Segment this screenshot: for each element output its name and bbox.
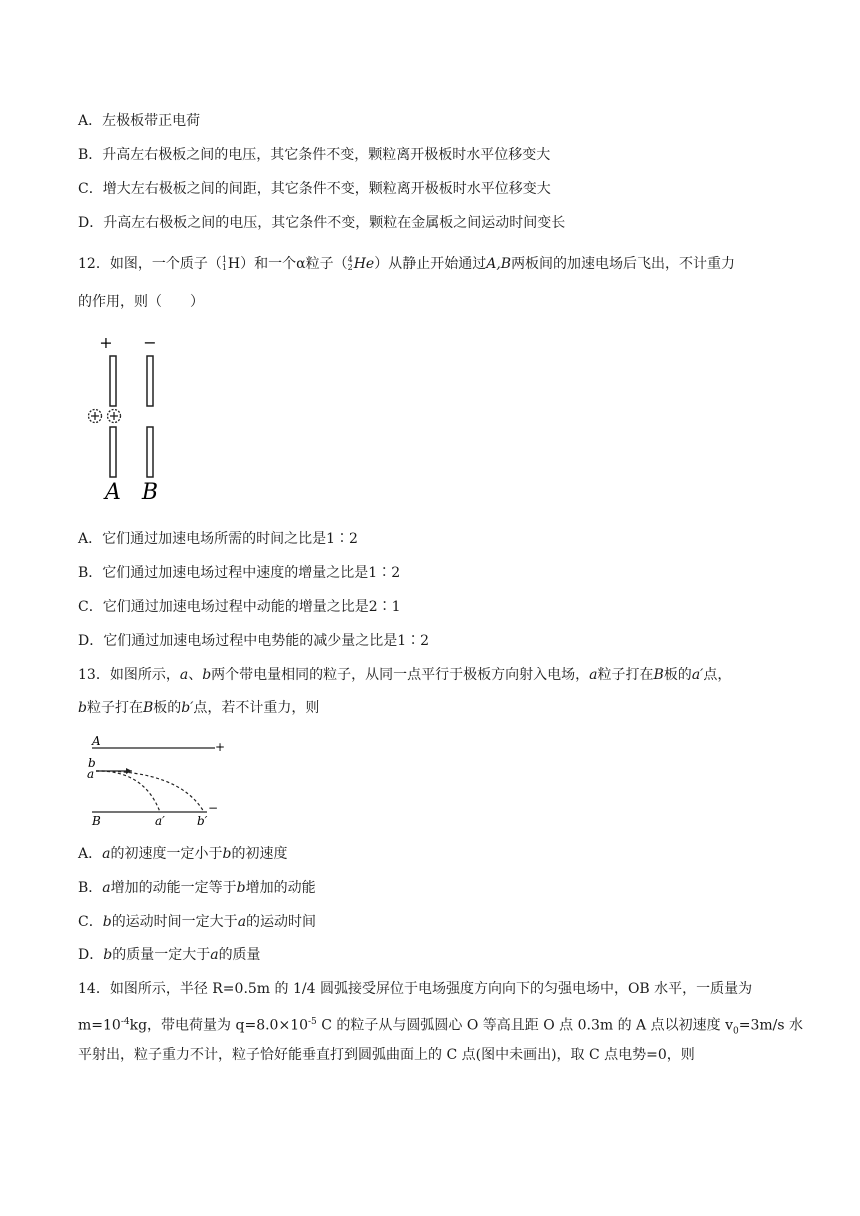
plate-a-plus-sign: + (215, 740, 226, 754)
proton-isotope: 1 1 (221, 255, 227, 272)
q13-option-d: D．b的质量一定大于a的质量 (78, 947, 261, 963)
q12-option-c: C．它们通过加速电场过程中动能的增量之比是2∶1 (78, 599, 401, 615)
plate-b-lower (147, 427, 153, 477)
plate-b-label: B (141, 480, 159, 505)
alpha-particle-icon (89, 410, 102, 423)
point-a-prime-label: a′ (155, 814, 165, 828)
plate-a-upper (110, 356, 116, 406)
q14-stem-line1: 14．如图所示，半径 R=0.5m 的 1/4 圆弧接受屏位于电场强度方向向下的匀强电场中，OB 水平，一质量为 (78, 981, 753, 997)
proton-particle-icon (108, 410, 121, 423)
q13-option-c: C．b的运动时间一定大于a的运动时间 (78, 914, 317, 930)
alpha-isotope: 4 2 (347, 255, 353, 272)
plate-b-label: B (92, 814, 101, 828)
q13-option-a: A．a的初速度一定小于b的初速度 (78, 846, 288, 862)
q11-option-b: B．升高左右极板之间的电压，其它条件不变，颗粒离开极板时水平位移变大 (78, 147, 551, 163)
q13-stem-line2: b粒子打在B板的b′点，若不计重力，则 (78, 700, 320, 716)
q12-stem-line2: 的作用，则（ ） (78, 294, 204, 310)
q13-stem-line1: 13．如图所示，a、b两个带电量相同的粒子，从同一点平行于极板方向射入电场，a粒子打在B板的a′点， (78, 667, 732, 683)
q13-figure (84, 732, 224, 826)
plate-a-lower (110, 427, 116, 477)
plate-a-label: A (105, 480, 121, 505)
trajectory-b (96, 771, 204, 812)
q11-option-a: A．左极板带正电荷 (78, 113, 201, 129)
q12-option-a: A．它们通过加速电场所需的时间之比是1∶2 (78, 531, 358, 547)
q12-figure (84, 333, 174, 506)
plate-b-upper (147, 356, 153, 406)
particle-a-label: a (87, 767, 95, 781)
plate-b-minus-sign: − (143, 333, 157, 352)
q11-option-c: C．增大左右极板之间的间距，其它条件不变，颗粒离开极板时水平位移变大 (78, 181, 551, 197)
q12-option-b: B．它们通过加速电场过程中速度的增量之比是1∶2 (78, 565, 401, 581)
q14-stem-line3: 平射出，粒子重力不计，粒子恰好能垂直打到圆弧曲面上的 C 点(图中未画出)，取 C 点电势=0，则 (78, 1047, 695, 1063)
q12-option-d: D．它们通过加速电场过程中电势能的减少量之比是1∶2 (78, 633, 430, 649)
point-b-prime-label: b′ (197, 814, 208, 828)
particle-b-label: b (88, 756, 96, 770)
q12-stem-line1: 12．如图，一个质子（ 1 1 H）和一个α粒子（ 4 2 He）从静止开始通过A,B两板间的加速电场后飞出，不计重力 (78, 255, 736, 272)
q11-option-d: D．升高左右极板之间的电压，其它条件不变，颗粒在金属板之间运动时间变长 (78, 215, 566, 231)
q13-option-b: B．a增加的动能一定等于b增加的动能 (78, 880, 316, 896)
trajectory-a (96, 771, 160, 812)
plate-a-plus-sign: + (99, 333, 113, 352)
plate-a-label: A (92, 734, 101, 748)
q14-stem-line2: $m=10^{-4}kg$，带电荷量为 $q=8.0\times 10^{-5}$ C 的粒子从与圆弧圆心 O 等高且距 O 点 0.3m 的 A 点以初速度 $v_0=3m/s$ 水 (78, 1017, 803, 1037)
plate-b-minus-sign: − (208, 801, 219, 815)
